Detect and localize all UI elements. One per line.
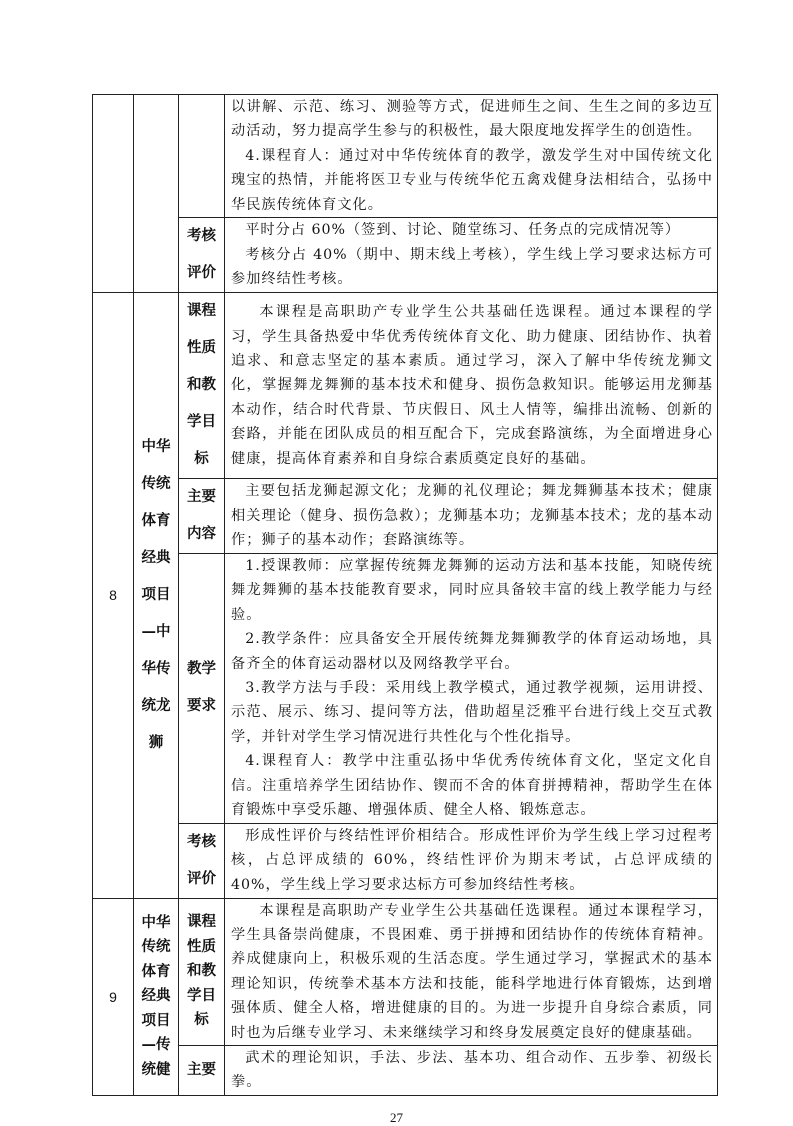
section-label-line: 和教: [187, 377, 216, 394]
row-number: 9: [93, 898, 134, 1095]
content-paragraph: 3.教学方法与手段：采用线上教学模式，通过教学视频，运用讲授、示范、展示、练习、提问等方法，借助超星泛雅平台进行线上交互式教学，并针对学生学习情况进行共性化与个性化指导。: [231, 680, 713, 745]
section-label-line: 学目: [187, 987, 216, 1004]
section-label-line: 考核: [187, 833, 216, 850]
table-row: [93, 823, 718, 898]
course-name-line: 传统: [141, 939, 171, 956]
content-paragraph: 2.教学条件：应具备安全开展传统舞龙舞狮教学的体育运动场地，具备齐全的体育运动器材以及网络教学平台。: [231, 631, 713, 672]
section-label-line: 考核: [187, 228, 216, 245]
section-label: [179, 1045, 225, 1095]
section-label-line: 学目: [187, 414, 216, 431]
course-name-line: 统龙: [141, 697, 171, 714]
section-label: [179, 293, 225, 479]
course-name: [134, 95, 179, 293]
course-table: [92, 94, 718, 1096]
section-label-line: 内容: [187, 526, 216, 543]
content-paragraph: 武术的理论知识，手法、步法、基本功、组合动作、五步拳、初级长拳。: [231, 1049, 713, 1091]
course-name: [134, 898, 179, 1095]
table-row: [93, 95, 718, 218]
section-content: [225, 218, 718, 293]
section-label-line: 性质: [187, 340, 216, 357]
content-paragraph: 本课程是高职助产专业学生公共基础任选课程。通过本课程学习，学生具备崇尚健康，不畏困难、勇于拼搏和团结协作的传统体育精神。养成健康向上，积极乐观的生活态度。学生通过学习，掌握武术的基本理论知识，传统拳术基本方法和技能，能科学地进行体育锻炼，达到增强体质、健全人格，增进健康的目的。为进一步提升自身综合素质，同时也为后继专业学习、未来继续学习和终身发展奠定良好的健康基础。: [231, 902, 713, 1041]
table-row: [93, 218, 718, 293]
course-name-line: 体育: [141, 512, 171, 529]
section-label-line: 评价: [187, 870, 216, 887]
content-paragraph: 本课程是高职助产专业学生公共基础任选课程。通过本课程的学习，学生具备热爱中华优秀传统体育文化、助力健康、团结协作、执着追求、和意志坚定的基本素质。通过学习，深入了解中华传统龙狮文化，掌握舞龙舞狮的基本技术和健身、损伤急救知识。能够运用龙狮基本动作，结合时代背景、节庆假日、风土人情等，编排出流畅、创新的套路，并能在团队成员的相互配合下，完成套路演练，为全面增进身心健康，提高体育素养和自身综合素质奠定良好的基础。: [231, 304, 713, 467]
section-label: [179, 898, 225, 1045]
section-label: [179, 479, 225, 554]
content-paragraph: 形成性评价与终结性评价相结合。形成性评价为学生线上学习过程考核，占总评成绩的 60%，终结性评价为期末考试，占总评成绩的 40%，学生线上学习要求达标方可参加终结性考核。: [231, 827, 713, 893]
course-name-line: 项目: [141, 586, 171, 603]
section-label: [179, 95, 225, 218]
course-name-line: 传统: [141, 475, 171, 492]
course-name-line: —中: [141, 623, 171, 640]
row-number: [93, 95, 134, 293]
section-label-line: 和教: [187, 963, 216, 980]
table-row: [93, 554, 718, 823]
section-content: [225, 823, 718, 898]
row-number: 8: [93, 293, 134, 898]
table-row: [93, 1045, 718, 1095]
content-paragraph: 以讲解、示范、练习、测验等方式，促进师生之间、生生之间的多边互动活动，努力提高学生参与的积极性，最大限度地发挥学生的创造性。: [231, 99, 713, 140]
page-number: 27: [390, 1109, 403, 1125]
course-name-line: 狮: [148, 734, 164, 751]
content-paragraph: 考核分占 40%（期中、期末线上考核），学生线上学习要求达标方可参加终结性考核。: [231, 246, 713, 288]
section-label-line: 课程: [187, 914, 216, 931]
content-paragraph: 4.课程育人：通过对中华传统体育的教学，激发学生对中国传统文化瑰宝的热情，并能将医卫专业与传统华佗五禽戏健身法相结合，弘扬中华民族传统体育文化。: [231, 147, 713, 213]
section-label-line: 教学: [187, 661, 216, 678]
section-label-line: 评价: [187, 265, 216, 282]
course-name-line: 经典: [141, 549, 171, 566]
course-name-line: 华传: [141, 660, 171, 677]
course-name-line: —传: [141, 1037, 171, 1054]
section-label-line: 主要: [187, 489, 216, 506]
section-label-line: 性质: [187, 938, 216, 955]
section-content: [225, 95, 718, 218]
table-row: [93, 479, 718, 554]
course-name-line: 统健: [141, 1061, 171, 1078]
table-row: [93, 898, 718, 1045]
content-paragraph: 平时分占 60%（签到、讨论、随堂练习、任务点的完成情况等）: [245, 222, 681, 239]
course-name-line: 体育: [141, 963, 171, 980]
section-label-line: 课程: [187, 303, 216, 320]
section-label-line: 要求: [187, 698, 216, 715]
section-label: [179, 823, 225, 898]
section-content: [225, 293, 718, 479]
course-name-line: 经典: [141, 988, 171, 1005]
course-name: [134, 293, 179, 898]
course-name-line: 中华: [141, 438, 171, 455]
content-paragraph: 4.课程育人：教学中注重弘扬中华优秀传统体育文化，坚定文化自信。注重培养学生团结协作、锲而不舍的体育拼搏精神，帮助学生在体育锻炼中享受乐趣、增强体质、健全人格、锻炼意志。: [231, 753, 713, 819]
section-label-line: 主要: [187, 1061, 216, 1078]
section-content: [225, 898, 718, 1045]
section-label: [179, 218, 225, 293]
content-paragraph: 1.授课教师：应掌握传统舞龙舞狮的运动方法和基本技能，知晓传统舞龙舞狮的基本技能教育要求，同时应具备较丰富的线上教学能力与经验。: [231, 558, 713, 623]
content-paragraph: 主要包括龙狮起源文化；龙狮的礼仪理论；舞龙舞狮基本技术；健康相关理论（健身、损伤急救）；龙狮基本功；龙狮基本技术；龙的基本动作；狮子的基本动作；套路演练等。: [231, 483, 713, 549]
section-content: [225, 1045, 718, 1095]
section-content: [225, 554, 718, 823]
course-name-line: 项目: [141, 1012, 171, 1029]
section-label: [179, 554, 225, 823]
section-content: [225, 479, 718, 554]
course-name-line: 中华: [141, 914, 171, 931]
table-row: [93, 293, 718, 479]
section-label-line: 标: [194, 451, 209, 468]
section-label-line: 标: [194, 1012, 209, 1029]
